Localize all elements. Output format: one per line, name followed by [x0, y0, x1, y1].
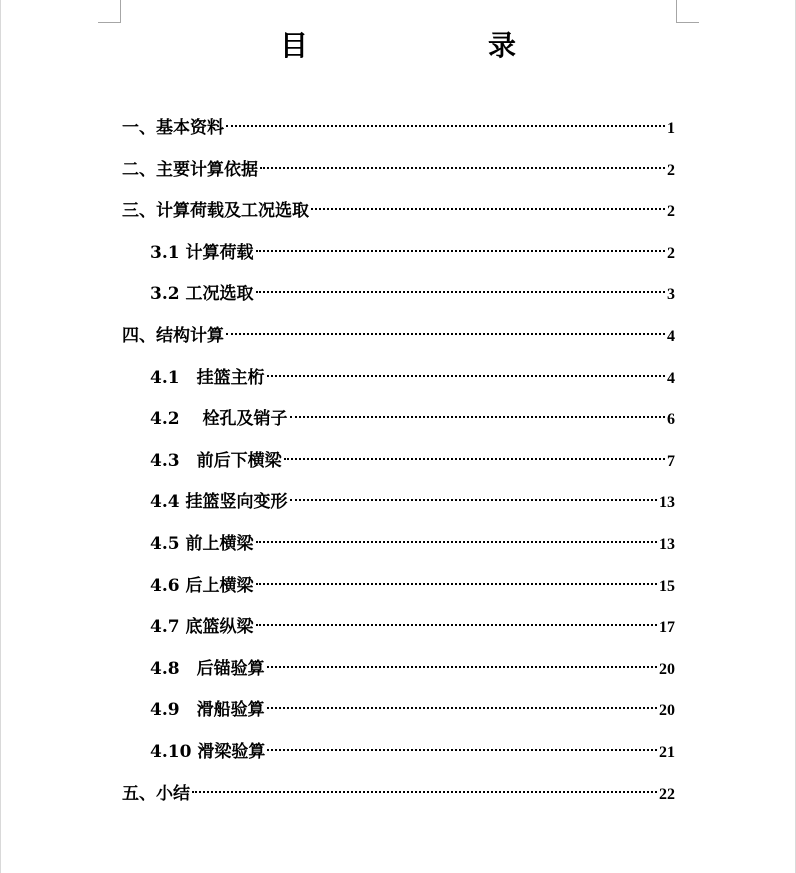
toc-dot-leader [256, 583, 658, 585]
toc-entry[interactable] [122, 774, 675, 816]
margin-corner-mark-top-left [98, 0, 121, 23]
toc-entry-label: 4.7 底篮纵梁 [150, 617, 254, 638]
toc-entry-page-number: 7 [667, 452, 675, 470]
toc-entry[interactable] [122, 732, 675, 774]
toc-dot-leader [267, 666, 657, 668]
toc-entry[interactable] [122, 690, 675, 732]
toc-entry-page-number: 2 [667, 203, 675, 221]
toc-dot-leader [256, 624, 658, 626]
margin-corner-mark-top-right [676, 0, 699, 23]
toc-entry[interactable] [122, 233, 675, 275]
toc-entry-label: 4.1 挂篮主桁 [150, 367, 265, 388]
toc-dot-leader [311, 208, 665, 210]
toc-entry[interactable] [122, 358, 675, 400]
toc-entry[interactable] [122, 607, 675, 649]
page-edge-left [0, 0, 1, 873]
toc-entry-label: 五、小结 [122, 783, 190, 804]
toc-entry-label: 4.8 后锚验算 [150, 658, 265, 679]
toc-entry-label: 4.9 滑船验算 [150, 700, 265, 721]
toc-dot-leader [256, 250, 666, 252]
toc-entry[interactable] [122, 108, 675, 150]
table-of-contents [122, 108, 675, 815]
toc-entry-page-number: 1 [667, 120, 675, 137]
toc-entry-label: 4.3 前后下横梁 [150, 450, 282, 471]
toc-entry-page-number: 21 [659, 743, 675, 761]
toc-dot-leader [267, 749, 657, 751]
toc-entry-page-number: 13 [659, 494, 675, 512]
toc-dot-leader [284, 458, 665, 460]
toc-entry-label: 3.1 计算荷载 [150, 242, 254, 263]
toc-dot-leader [290, 499, 658, 501]
toc-dot-leader [290, 416, 666, 418]
toc-dot-leader [267, 375, 665, 377]
toc-entry-label: 3.2 工况选取 [150, 284, 254, 305]
toc-entry-label: 4.6 后上横梁 [150, 575, 254, 596]
toc-entry-page-number: 2 [667, 161, 675, 179]
toc-entry[interactable] [122, 566, 675, 608]
toc-entry[interactable] [122, 316, 675, 358]
toc-entry-page-number: 17 [659, 619, 675, 637]
toc-entry-page-number: 13 [659, 535, 675, 553]
toc-entry[interactable] [122, 441, 675, 483]
toc-entry-page-number: 4 [667, 327, 675, 345]
toc-entry-page-number: 3 [667, 286, 675, 304]
toc-entry-page-number: 6 [667, 411, 675, 429]
toc-entry-page-number: 20 [659, 660, 675, 678]
toc-entry-label: 三、计算荷载及工况选取 [122, 201, 309, 222]
toc-entry-label: 四、结构计算 [122, 325, 224, 346]
toc-entry-label: 二、主要计算依据 [122, 159, 258, 180]
toc-dot-leader [260, 167, 665, 169]
toc-entry-page-number: 15 [659, 577, 675, 595]
toc-entry-label: 4.10 滑梁验算 [150, 741, 266, 762]
toc-title: 目 录 [279, 29, 592, 62]
toc-entry-page-number: 2 [667, 244, 675, 262]
toc-entry[interactable] [122, 649, 675, 691]
toc-dot-leader [226, 125, 665, 127]
toc-entry-label: 4.5 前上横梁 [150, 533, 254, 554]
toc-dot-leader [256, 291, 666, 293]
toc-dot-leader [226, 333, 665, 335]
toc-entry[interactable] [122, 150, 675, 192]
toc-entry-page-number: 22 [659, 785, 675, 803]
toc-entry-label: 一、基本资料 [122, 118, 224, 138]
toc-dot-leader [256, 541, 658, 543]
toc-entry-label: 4.4 挂篮竖向变形 [150, 492, 288, 513]
toc-entry-page-number: 20 [659, 702, 675, 720]
toc-entry[interactable] [122, 482, 675, 524]
toc-entry[interactable] [122, 274, 675, 316]
toc-entry[interactable] [122, 191, 675, 233]
toc-dot-leader [267, 707, 657, 709]
toc-entry-label: 4.2 栓孔及销子 [150, 409, 288, 430]
toc-dot-leader [192, 791, 657, 793]
toc-entry[interactable] [122, 524, 675, 566]
toc-entry[interactable] [122, 399, 675, 441]
toc-entry-page-number: 4 [667, 369, 675, 387]
